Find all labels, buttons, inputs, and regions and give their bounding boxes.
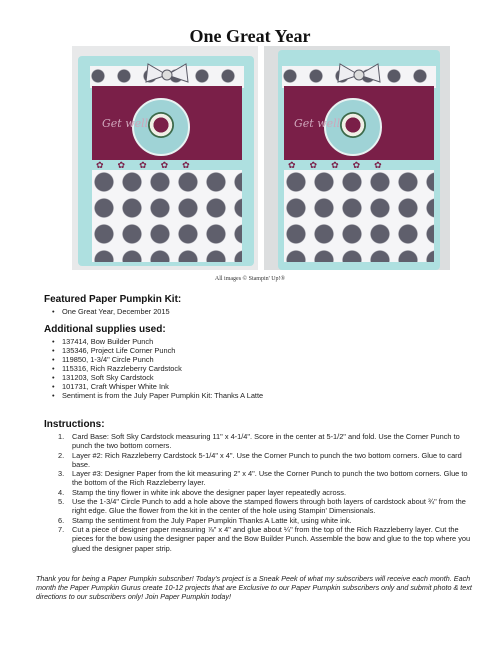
flower-icon: [340, 112, 366, 138]
supplies-heading: Additional supplies used:: [44, 324, 166, 335]
list-item: • 101731, Craft Whisper White Ink: [52, 382, 263, 391]
list-item: • 135346, Project Life Corner Punch: [52, 346, 263, 355]
featured-list: [52, 307, 170, 316]
featured-heading: Featured Paper Pumpkin Kit:: [44, 294, 182, 305]
stamped-flowers: ✿✿✿✿✿: [96, 160, 204, 170]
flower-icon: [148, 112, 174, 138]
list-item: • 115316, Rich Razzleberry Cardstock: [52, 364, 263, 373]
list-item: • 137414, Bow Builder Punch: [52, 337, 263, 346]
designer-paper-panel: [284, 170, 434, 262]
instruction-step: 4. Stamp the tiny flower in white ink above the designer paper layer repeatedly across.: [58, 487, 347, 497]
page-title: One Great Year: [189, 26, 311, 46]
bow-icon: [336, 62, 382, 88]
list-item: • 131203, Soft Sky Cardstock: [52, 373, 263, 382]
instructions-heading: Instructions:: [44, 419, 105, 430]
designer-paper-panel: [92, 170, 242, 262]
card-sentiment: Get well: [102, 117, 149, 130]
instruction-step: 2. Layer #2: Rich Razzleberry Cardstock 5-1/4" x 4". Use the Corner Punch to punch the two bottom corners. Glue to card base.: [58, 450, 462, 469]
instruction-step: 3. Layer #3: Designer Paper from the kit measuring 2" x 4". Use the Corner Punch to punch the two bottom corners. Glue to the bottom of the Rich Razzleberry layer.: [58, 469, 468, 488]
card-photo-left: [72, 46, 258, 270]
supplies-list: [52, 337, 263, 400]
instruction-step: 1. Card Base: Soft Sky Cardstock measuring 11" x 4-1/4". Score in the center at 5-1/2" and fold. Use the Corner Punch to punch the two bottom corners.: [58, 432, 460, 451]
list-item: • Sentiment is from the July Paper Pumpkin Kit: Thanks A Latte: [52, 391, 263, 400]
card-photo-right: [264, 46, 450, 270]
instruction-step: 6. Stamp the sentiment from the July Paper Pumpkin Thanks A Latte kit, using white ink.: [58, 515, 352, 525]
list-item: • 119850, 1-3/4" Circle Punch: [52, 355, 263, 364]
instructions-list: [58, 432, 478, 553]
stamped-flowers: ✿✿✿✿✿: [288, 160, 396, 170]
bow-icon: [144, 62, 190, 88]
list-item: • One Great Year, December 2015: [52, 307, 170, 316]
image-credit: All images © Stampin' Up!®: [214, 276, 286, 282]
footer-note: Thank you for being a Paper Pumpkin subscriber! Today's project is a Sneak Peek of what my subscribers will receive each month. Each month the Paper Pumpkin Gurus create 10-12 projects that are Exclusive to our Paper Pumpkin subscribers only and submit photo & text directions to our subscribers only! Join Paper Pumpkin today!: [36, 574, 472, 601]
card-sentiment: Get well: [294, 117, 341, 130]
instruction-step: 5. Use the 1-3/4" Circle Punch to add a hole above the stamped flowers through both layers of cardstock about ¾" from the right edge. Glue the flower from the kit in the center of the hole using Stampin' Dimensionals.: [58, 497, 466, 516]
instruction-step: 7. Cut a piece of designer paper measuring ⅞" x 4" and glue about ¼" from the top of the Rich Razzleberry layer. Cut the pieces for the bow using the designer paper and the Bow Builder Punch. Assemble the bow and glue to the top where you glued the designer paper strip.: [58, 524, 471, 553]
